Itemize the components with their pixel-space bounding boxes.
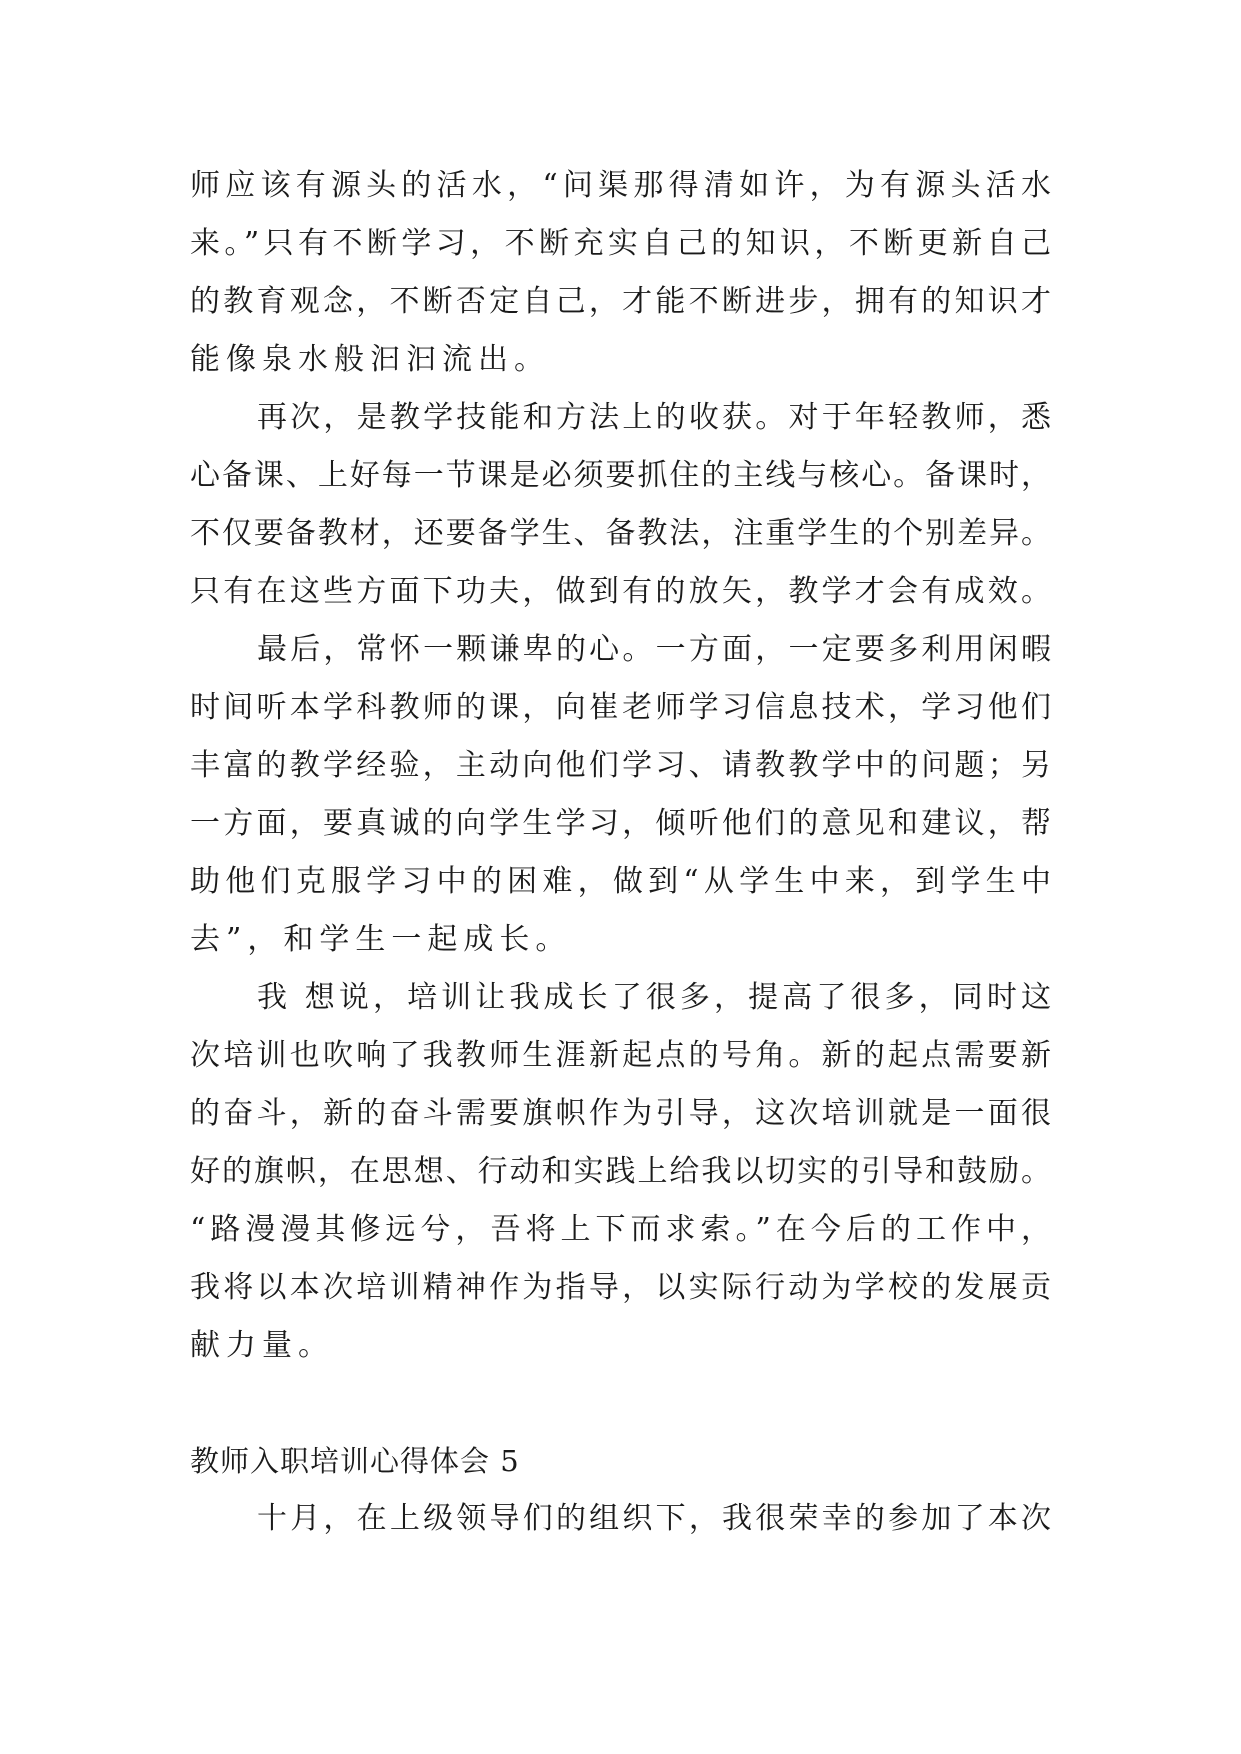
paragraph-line: 好的旗帜，在思想、行动和实践上给我以切实的引导和鼓励。 bbox=[190, 1154, 1051, 1189]
paragraph-line: 我 想说，培训让我成长了很多，提高了很多，同时这 bbox=[257, 980, 1051, 1015]
paragraph-line: 献力量。 bbox=[190, 1328, 334, 1363]
paragraph-line: 丰富的教学经验，主动向他们学习、请教教学中的问题；另 bbox=[190, 748, 1051, 783]
paragraph-line: 一方面，要真诚的向学生学习，倾听他们的意见和建议，帮 bbox=[190, 806, 1051, 841]
paragraph-line: 来。”只有不断学习，不断充实自己的知识，不断更新自己 bbox=[190, 226, 1051, 261]
paragraph-line: 心备课、上好每一节课是必须要抓住的主线与核心。备课时， bbox=[190, 458, 1051, 493]
paragraph-line: 能像泉水般汩汩流出。 bbox=[190, 342, 550, 377]
paragraph-line: 不仅要备教材，还要备学生、备教法，注重学生的个别差异。 bbox=[190, 516, 1051, 551]
paragraph-line: 最后，常怀一颗谦卑的心。一方面，一定要多利用闲暇 bbox=[257, 632, 1051, 667]
paragraph-line: 再次，是教学技能和方法上的收获。对于年轻教师，悉 bbox=[257, 400, 1051, 435]
paragraph-line: 的奋斗，新的奋斗需要旗帜作为引导，这次培训就是一面很 bbox=[190, 1096, 1051, 1131]
paragraph-line: 次培训也吹响了我教师生涯新起点的号角。新的起点需要新 bbox=[190, 1038, 1051, 1073]
paragraph-line: “路漫漫其修远兮，吾将上下而求索。”在今后的工作中， bbox=[190, 1212, 1051, 1247]
paragraph-line: 时间听本学科教师的课，向崔老师学习信息技术，学习他们 bbox=[190, 690, 1051, 725]
paragraph-line: 我将以本次培训精神作为指导，以实际行动为学校的发展贡 bbox=[190, 1270, 1051, 1305]
paragraph-line: 去”，和学生一起成长。 bbox=[190, 922, 572, 957]
paragraph-line: 只有在这些方面下功夫，做到有的放矢，教学才会有成效。 bbox=[190, 574, 1051, 609]
section-heading: 教师入职培训心得体会 5 bbox=[190, 1444, 520, 1478]
paragraph-line: 师应该有源头的活水，“问渠那得清如许，为有源头活水 bbox=[190, 168, 1051, 203]
paragraph-line: 十月，在上级领导们的组织下，我很荣幸的参加了本次 bbox=[257, 1501, 1051, 1536]
paragraph-line: 助他们克服学习中的困难，做到“从学生中来，到学生中 bbox=[190, 864, 1051, 899]
paragraph-line: 的教育观念，不断否定自己，才能不断进步，拥有的知识才 bbox=[190, 284, 1051, 319]
